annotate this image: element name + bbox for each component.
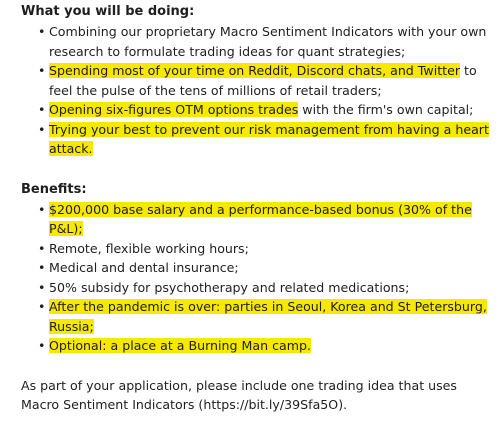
list-item bbox=[21, 297, 493, 336]
bullet-icon: • bbox=[38, 338, 46, 353]
highlighted-text: Spending most of your time on Reddit, Discord chats, and Twitter bbox=[49, 63, 461, 78]
highlighted-text: After the pandemic is over: parties in Seoul, Korea and St Petersburg, Russia; bbox=[49, 299, 487, 334]
doing-heading: What you will be doing: bbox=[21, 4, 195, 19]
doing-list bbox=[21, 22, 493, 159]
bullet-icon: • bbox=[38, 201, 46, 217]
item-text: with the firm's own capital; bbox=[298, 102, 474, 117]
highlighted-text: Opening six-figures OTM options trades bbox=[49, 102, 299, 117]
list-item bbox=[21, 100, 493, 120]
list-item bbox=[21, 239, 493, 259]
bullet-icon: • bbox=[38, 121, 46, 137]
bullet-icon: • bbox=[38, 63, 46, 78]
list-item bbox=[21, 278, 493, 298]
list-item bbox=[21, 120, 493, 159]
item-text: Medical and dental insurance; bbox=[49, 260, 239, 275]
bullet-icon: • bbox=[38, 279, 46, 295]
list-item bbox=[21, 258, 493, 278]
job-description bbox=[21, 0, 493, 427]
highlighted-text: Optional: a place at a Burning Man camp. bbox=[49, 338, 311, 353]
item-text: Remote, flexible working hours; bbox=[49, 240, 249, 256]
bullet-icon: • bbox=[38, 240, 46, 256]
list-item bbox=[21, 61, 493, 100]
list-item bbox=[21, 22, 493, 61]
benefits-list bbox=[21, 200, 493, 356]
highlighted-text: $200,000 base salary and a performance-based bonus (30% of the P&L); bbox=[49, 201, 472, 236]
item-text: 50% subsidy for psychotherapy and related medications; bbox=[49, 279, 410, 295]
item-text: to feel the pulse of the tens of millions of retail traders; bbox=[49, 63, 477, 98]
application-note: As part of your application, please include one trading idea that uses Macro Sentiment Indicators (https://bit.ly/39Sfa5O). bbox=[21, 377, 457, 412]
highlighted-text: Trying your best to prevent our risk management from having a heart attack. bbox=[49, 121, 489, 156]
benefits-heading: Benefits: bbox=[21, 181, 87, 197]
bullet-icon: • bbox=[38, 24, 46, 39]
list-item bbox=[21, 336, 493, 356]
bullet-icon: • bbox=[38, 260, 46, 275]
item-text: Combining our proprietary Macro Sentiment Indicators with your own research to formulate trading ideas for quant strategies; bbox=[49, 24, 487, 59]
list-item bbox=[21, 200, 493, 239]
bullet-icon: • bbox=[38, 102, 46, 117]
bullet-icon: • bbox=[38, 299, 46, 314]
